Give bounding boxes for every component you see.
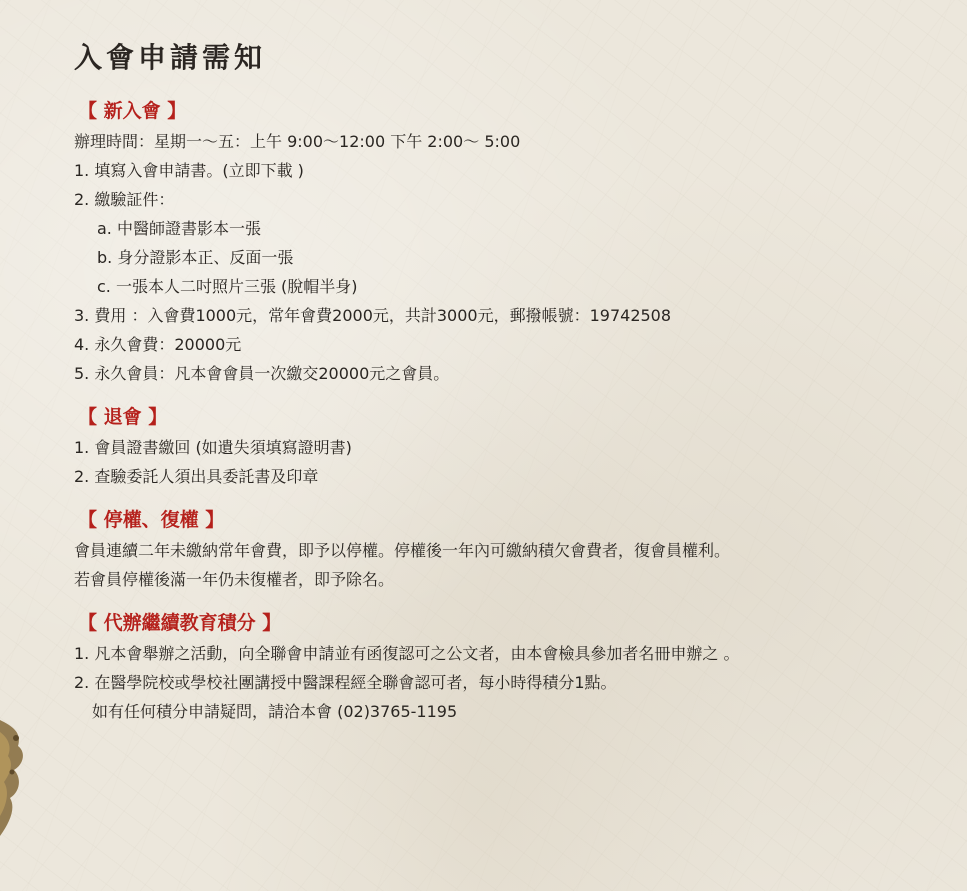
office-hours: 辦理時間：星期一～五：上午 9:00～12:00 下午 2:00～ 5:00 — [74, 132, 521, 151]
ornament-icon — [0, 712, 30, 842]
list-item: 5. 永久會員：凡本會會員一次繳交20000元之會員。 — [74, 364, 450, 383]
sub-list-item: c. 一張本人二吋照片三張 (脫帽半身) — [97, 277, 358, 296]
section-new-member — [74, 98, 934, 388]
section-education — [74, 610, 934, 726]
list-item: 4. 永久會費：20000元 — [74, 335, 242, 354]
list-item: 2. 在醫學院校或學校社團講授中醫課程經全聯會認可者，每小時得積分1點。 — [74, 673, 617, 692]
list-item: 1. 凡本會舉辦之活動，向全聯會申請並有函復認可之公文者，由本會檢具參加者名冊申辦之 。 — [74, 644, 740, 663]
list-item: 1. 填寫入會申請書。(立即下載 ) — [74, 161, 304, 180]
sub-list-item: a. 中醫師證書影本一張 — [97, 219, 261, 238]
section-heading-new-member: 【 新入會 】 — [78, 100, 187, 122]
list-item: 3. 費用 ：入會費1000元，常年會費2000元，共計3000元，郵撥帳號：19742508 — [74, 306, 672, 325]
sub-list-item: b. 身分證影本正、反面一張 — [97, 248, 294, 267]
paragraph-line: 會員連續二年未繳納常年會費，即予以停權。停權後一年內可繳納積欠會費者，復會員權利。 — [74, 541, 731, 560]
page-title: 入會申請需知 — [74, 41, 267, 74]
list-item: 2. 繳驗証件： — [74, 190, 175, 209]
notice-content — [74, 40, 934, 742]
list-item: 2. 查驗委託人須出具委託書及印章 — [74, 467, 319, 486]
section-withdraw — [74, 404, 934, 491]
list-item: 1. 會員證書繳回 (如遺失須填寫證明書) — [74, 438, 352, 457]
contact-note: 如有任何積分申請疑問，請洽本會 (02)3765-1195 — [92, 702, 458, 721]
section-heading-education: 【 代辦繼續教育積分 】 — [78, 612, 282, 634]
section-heading-withdraw: 【 退會 】 — [78, 406, 168, 428]
section-heading-suspension: 【 停權、復權 】 — [78, 509, 225, 531]
section-suspension — [74, 507, 934, 594]
paragraph-line: 若會員停權後滿一年仍未復權者，即予除名。 — [74, 570, 395, 589]
